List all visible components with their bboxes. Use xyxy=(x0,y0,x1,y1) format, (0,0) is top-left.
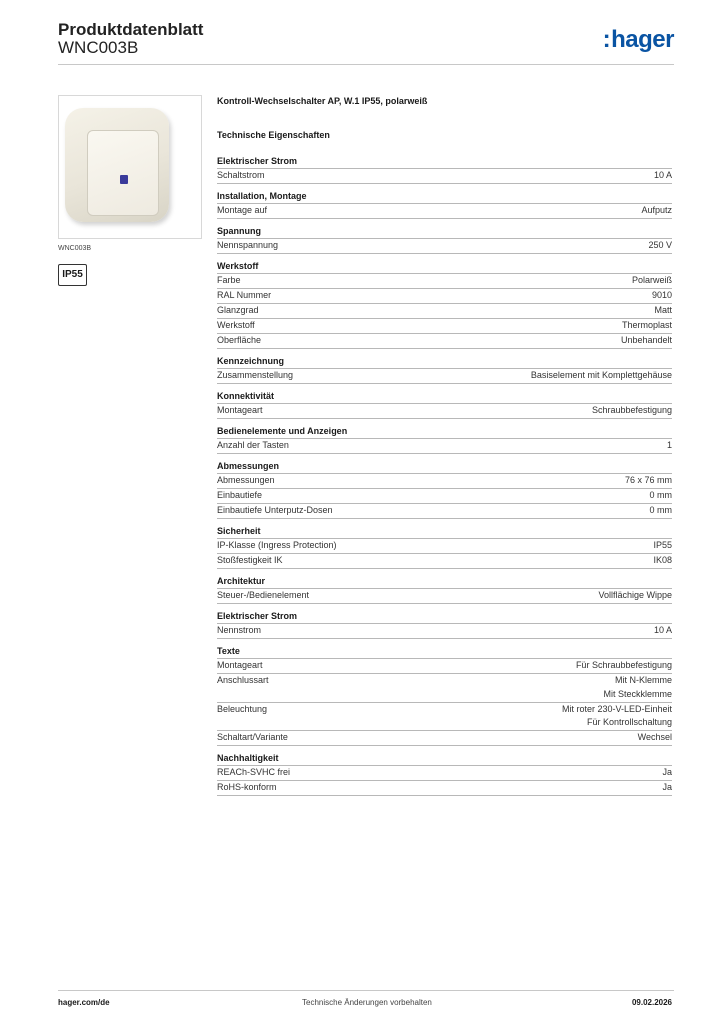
document-title: Produktdatenblatt xyxy=(58,20,204,39)
spec-value-line: Ja xyxy=(662,767,672,777)
section-title: Texte xyxy=(217,646,240,656)
section-title: Elektrischer Strom xyxy=(217,611,298,621)
spec-section xyxy=(217,574,672,604)
spec-row xyxy=(217,238,672,254)
spec-label: Montageart xyxy=(217,405,263,415)
spec-row xyxy=(217,273,672,288)
spec-value xyxy=(638,731,672,745)
spec-value-line: Thermoplast xyxy=(621,320,672,330)
spec-label: Anzahl der Tasten xyxy=(217,440,289,450)
spec-value xyxy=(562,703,672,730)
spec-label: Schaltstrom xyxy=(217,170,265,180)
spec-section xyxy=(217,154,672,184)
spec-row xyxy=(217,588,672,604)
spec-row xyxy=(217,730,672,746)
spec-label: Einbautiefe xyxy=(217,490,263,500)
footer-disclaimer: Technische Änderungen vorbehalten xyxy=(302,998,432,1007)
section-title: Spannung xyxy=(217,226,261,236)
spec-row xyxy=(217,168,672,184)
spec-row xyxy=(217,673,672,702)
spec-section xyxy=(217,751,672,796)
spec-value-line: Mit Steckklemme xyxy=(603,688,672,699)
spec-value-line: Mit N-Klemme xyxy=(614,675,672,685)
spec-section xyxy=(217,524,672,569)
spec-value-line: Schraubbefestigung xyxy=(591,405,672,415)
spec-value xyxy=(531,369,672,383)
spec-value-line: Wechsel xyxy=(637,732,672,742)
spec-row xyxy=(217,765,672,780)
spec-label: RAL Nummer xyxy=(217,290,272,300)
spec-value-line: Für Schraubbefestigung xyxy=(575,660,672,670)
spec-label: Montageart xyxy=(217,660,263,670)
spec-sections xyxy=(217,154,672,796)
spec-value-line: 250 V xyxy=(648,240,672,250)
spec-section xyxy=(217,644,672,746)
section-rows xyxy=(217,403,672,419)
spec-section xyxy=(217,189,672,219)
spec-value-line: Unbehandelt xyxy=(620,335,672,345)
section-title: Werkstoff xyxy=(217,261,259,271)
document-subtitle: WNC003B xyxy=(58,38,139,57)
section-title: Abmessungen xyxy=(217,461,280,471)
spec-value-line: Basiselement mit Komplettgehäuse xyxy=(530,370,672,380)
spec-value xyxy=(622,319,672,333)
specifications xyxy=(217,96,672,801)
spec-row xyxy=(217,503,672,519)
spec-row xyxy=(217,780,672,796)
section-rows xyxy=(217,203,672,219)
spec-label: IP-Klasse (Ingress Protection) xyxy=(217,540,337,550)
spec-value-line: 10 A xyxy=(653,170,672,180)
spec-value xyxy=(592,404,672,418)
hager-logo: :hager xyxy=(602,26,674,53)
footer-divider xyxy=(58,990,674,991)
spec-section xyxy=(217,354,672,384)
section-rows xyxy=(217,368,672,384)
spec-row xyxy=(217,318,672,333)
spec-row xyxy=(217,488,672,503)
product-image xyxy=(58,95,202,239)
spec-value-line: 0 mm xyxy=(649,490,672,500)
section-title: Bedienelemente und Anzeigen xyxy=(217,426,348,436)
spec-value-line: Vollflächige Wippe xyxy=(598,590,672,600)
section-rows xyxy=(217,765,672,796)
spec-value xyxy=(603,674,672,701)
spec-value-line: 10 A xyxy=(653,625,672,635)
spec-value xyxy=(598,589,672,603)
section-rows xyxy=(217,658,672,746)
section-rows xyxy=(217,588,672,604)
section-rows xyxy=(217,273,672,349)
ip-rating-badge: IP55 xyxy=(58,264,87,286)
spec-value xyxy=(653,539,672,553)
section-title: Elektrischer Strom xyxy=(217,156,298,166)
spec-row xyxy=(217,203,672,219)
header-divider xyxy=(58,64,674,65)
spec-section xyxy=(217,459,672,519)
spec-section xyxy=(217,609,672,639)
spec-value-line: 0 mm xyxy=(649,505,672,515)
section-rows xyxy=(217,473,672,519)
section-rows xyxy=(217,168,672,184)
spec-value xyxy=(650,504,673,518)
section-title: Konnektivität xyxy=(217,391,275,401)
spec-value-line: IP55 xyxy=(653,540,672,550)
spec-section xyxy=(217,259,672,349)
spec-row xyxy=(217,403,672,419)
product-name: Kontroll-Wechselschalter AP, W.1 IP55, polarweiß xyxy=(217,96,428,106)
spec-label: Zusammenstellung xyxy=(217,370,294,380)
spec-value xyxy=(650,489,673,503)
spec-value xyxy=(662,781,672,795)
spec-label: Nennstrom xyxy=(217,625,262,635)
footer-date: 09.02.2026 xyxy=(631,998,672,1007)
spec-value-line: Ja xyxy=(662,782,672,792)
spec-label: Glanzgrad xyxy=(217,305,259,315)
section-rows xyxy=(217,238,672,254)
spec-value-line: 76 x 76 mm xyxy=(624,475,672,485)
spec-value xyxy=(654,169,672,183)
image-caption: WNC003B xyxy=(58,245,92,252)
spec-section xyxy=(217,424,672,454)
spec-label: RoHS-konform xyxy=(217,782,277,792)
spec-label: Nennspannung xyxy=(217,240,279,250)
spec-value xyxy=(654,304,672,318)
technical-properties-heading: Technische Eigenschaften xyxy=(217,130,330,140)
spec-row xyxy=(217,658,672,673)
spec-label: Oberfläche xyxy=(217,335,262,345)
page-header xyxy=(58,20,674,64)
spec-label: Farbe xyxy=(217,275,241,285)
spec-label: Stoßfestigkeit IK xyxy=(217,555,283,565)
spec-section xyxy=(217,224,672,254)
section-title: Architektur xyxy=(217,576,266,586)
spec-value xyxy=(621,334,672,348)
spec-value xyxy=(653,554,672,568)
spec-label: Beleuchtung xyxy=(217,703,268,714)
footer-website: hager.com/de xyxy=(58,998,110,1007)
spec-value xyxy=(648,239,672,253)
section-rows xyxy=(217,538,672,569)
spec-row xyxy=(217,538,672,553)
spec-row xyxy=(217,333,672,349)
spec-value xyxy=(632,274,672,288)
spec-value xyxy=(625,474,672,488)
spec-label: Einbautiefe Unterputz-Dosen xyxy=(217,505,333,515)
section-title: Sicherheit xyxy=(217,526,261,536)
spec-row xyxy=(217,368,672,384)
spec-label: REACh-SVHC frei xyxy=(217,767,291,777)
spec-row xyxy=(217,702,672,731)
spec-value-line: Polarweiß xyxy=(631,275,672,285)
spec-value xyxy=(667,439,672,453)
spec-row xyxy=(217,303,672,318)
spec-label: Abmessungen xyxy=(217,475,275,485)
spec-value-line: Aufputz xyxy=(641,205,672,215)
spec-value-line: Für Kontrollschaltung xyxy=(586,717,672,727)
spec-value xyxy=(576,659,672,673)
spec-label: Montage auf xyxy=(217,205,268,215)
spec-label: Werkstoff xyxy=(217,320,255,330)
section-title: Kennzeichnung xyxy=(217,356,284,366)
spec-row xyxy=(217,553,672,569)
spec-value-line: Mit roter 230-V-LED-Einheit xyxy=(561,703,672,714)
led-indicator xyxy=(120,175,128,184)
section-rows xyxy=(217,623,672,639)
spec-row xyxy=(217,623,672,639)
spec-label: Anschlussart xyxy=(217,675,269,685)
spec-value xyxy=(652,289,672,303)
spec-value xyxy=(654,624,672,638)
spec-label: Steuer-/Bedienelement xyxy=(217,590,310,600)
spec-value-line: 9010 xyxy=(651,290,672,300)
spec-row xyxy=(217,288,672,303)
section-title: Installation, Montage xyxy=(217,191,307,201)
logo-text: hager xyxy=(611,26,674,53)
switch-housing xyxy=(65,108,169,222)
spec-row xyxy=(217,438,672,454)
spec-value xyxy=(641,204,672,218)
spec-value-line: Matt xyxy=(654,305,672,315)
section-title: Nachhaltigkeit xyxy=(217,753,279,763)
spec-value-line: 1 xyxy=(666,440,672,450)
spec-row xyxy=(217,473,672,488)
spec-value-line: IK08 xyxy=(653,555,672,565)
switch-rocker xyxy=(87,130,159,216)
section-rows xyxy=(217,438,672,454)
spec-value xyxy=(662,766,672,780)
spec-section xyxy=(217,389,672,419)
spec-label: Schaltart/Variante xyxy=(217,732,288,742)
